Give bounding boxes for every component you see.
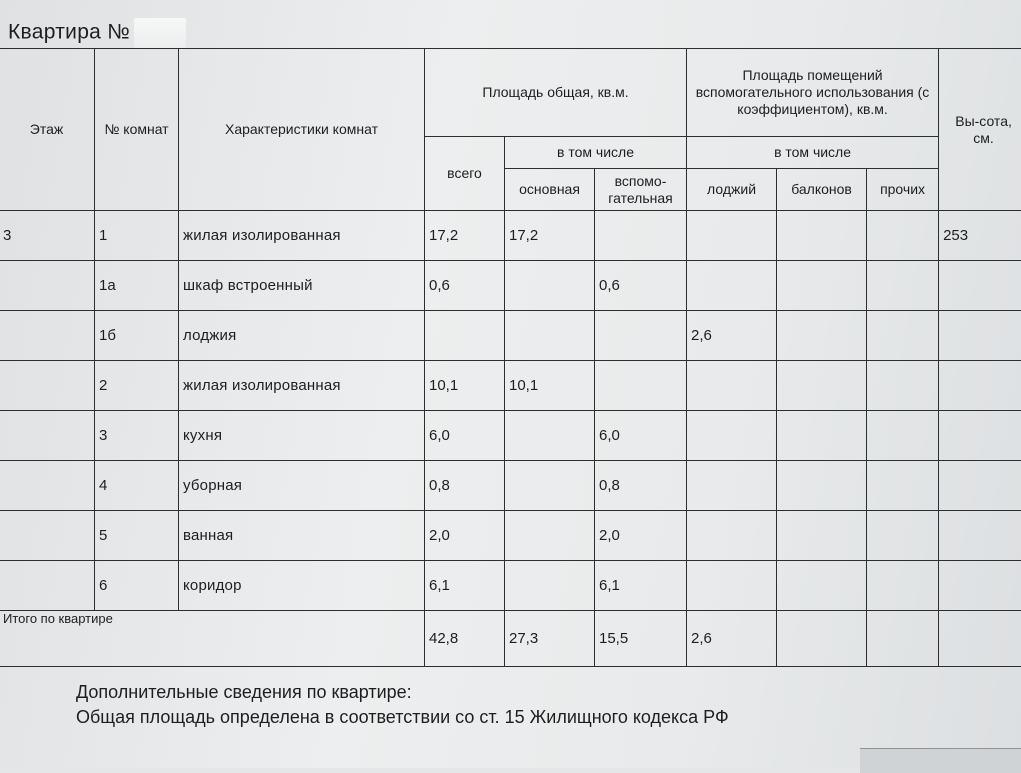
cell-total-area: 17,2 xyxy=(425,211,505,261)
cell-loggia-area xyxy=(687,361,777,411)
cell-main-area xyxy=(505,311,595,361)
cell-total-sum: 42,8 xyxy=(425,611,505,667)
cell-other-area xyxy=(867,511,939,561)
cell-other-area xyxy=(867,311,939,361)
cell-height xyxy=(939,511,1021,561)
cell-floor: 3 xyxy=(0,211,95,261)
cell-loggia-area xyxy=(687,461,777,511)
additional-notes xyxy=(76,680,729,730)
cell-floor xyxy=(0,311,95,361)
header-characteristics: Характеристики комнат xyxy=(179,49,425,211)
cell-total-area: 10,1 xyxy=(425,361,505,411)
cell-room-number: 4 xyxy=(95,461,179,511)
apartment-number-redacted xyxy=(134,18,186,48)
apartment-title xyxy=(8,18,186,48)
cell-loggia-area xyxy=(687,261,777,311)
cell-characteristic: ванная xyxy=(179,511,425,561)
cell-characteristic: жилая изолированная xyxy=(179,211,425,261)
cell-floor xyxy=(0,561,95,611)
notes-line-2: Общая площадь определена в соответствии со ст. 15 Жилищного кодекса РФ xyxy=(76,707,729,727)
cell-main-area xyxy=(505,261,595,311)
cell-balcony-area xyxy=(777,511,867,561)
cell-room-number: 1б xyxy=(95,311,179,361)
cell-aux-area: 0,6 xyxy=(595,261,687,311)
header-including-main: в том числе xyxy=(505,137,687,169)
cell-characteristic: кухня xyxy=(179,411,425,461)
cell-room-number: 3 xyxy=(95,411,179,461)
cell-balcony-area xyxy=(777,561,867,611)
header-main: основная xyxy=(505,169,595,211)
cell-aux-area xyxy=(595,311,687,361)
header-floor: Этаж xyxy=(0,49,95,211)
header-aux-area: Площадь помещений вспомогательного использования (с коэффициентом), кв.м. xyxy=(687,49,939,137)
table-header xyxy=(0,49,1021,211)
notes-line-1: Дополнительные сведения по квартире: xyxy=(76,682,412,702)
cell-balcony-area xyxy=(777,211,867,261)
cell-main-area xyxy=(505,561,595,611)
totals-row xyxy=(0,611,1021,667)
cell-main-area xyxy=(505,511,595,561)
totals-label: Итого по квартире xyxy=(0,611,425,667)
cell-balcony-area xyxy=(777,461,867,511)
cell-aux-area xyxy=(595,211,687,261)
cell-characteristic: жилая изолированная xyxy=(179,361,425,411)
cell-height: 253 xyxy=(939,211,1021,261)
table-row xyxy=(0,561,1021,611)
cell-room-number: 5 xyxy=(95,511,179,561)
cell-height xyxy=(939,461,1021,511)
cell-total-area: 0,6 xyxy=(425,261,505,311)
cell-aux-area: 6,0 xyxy=(595,411,687,461)
cell-loggia-area xyxy=(687,211,777,261)
cell-other-area xyxy=(867,411,939,461)
cell-other-area xyxy=(867,211,939,261)
cell-main-area xyxy=(505,461,595,511)
cell-characteristic: уборная xyxy=(179,461,425,511)
cell-main-area: 10,1 xyxy=(505,361,595,411)
cell-floor xyxy=(0,511,95,561)
table-row xyxy=(0,261,1021,311)
cell-main-sum: 27,3 xyxy=(505,611,595,667)
header-balconies: балконов xyxy=(777,169,867,211)
cell-characteristic: лоджия xyxy=(179,311,425,361)
cell-loggia-area xyxy=(687,511,777,561)
table-row xyxy=(0,511,1021,561)
cell-floor xyxy=(0,361,95,411)
cell-main-area: 17,2 xyxy=(505,211,595,261)
cell-balcony-area xyxy=(777,411,867,461)
cell-height xyxy=(939,561,1021,611)
cell-room-number: 1а xyxy=(95,261,179,311)
cell-characteristic: коридор xyxy=(179,561,425,611)
cell-aux-area: 2,0 xyxy=(595,511,687,561)
cell-aux-area: 6,1 xyxy=(595,561,687,611)
header-other: прочих xyxy=(867,169,939,211)
cell-height xyxy=(939,411,1021,461)
cell-height-sum xyxy=(939,611,1021,667)
header-loggias: лоджий xyxy=(687,169,777,211)
cell-room-number: 6 xyxy=(95,561,179,611)
header-height: Вы-сота, см. xyxy=(939,49,1021,211)
cell-main-area xyxy=(505,411,595,461)
table-body xyxy=(0,211,1021,667)
table-row xyxy=(0,411,1021,461)
apartment-title-label: Квартира № xyxy=(8,20,131,44)
cell-total-area: 2,0 xyxy=(425,511,505,561)
cell-total-area: 6,1 xyxy=(425,561,505,611)
cell-loggia-area xyxy=(687,411,777,461)
header-including-aux: в том числе xyxy=(687,137,939,169)
cell-other-area xyxy=(867,261,939,311)
cell-loggia-area xyxy=(687,561,777,611)
cell-height xyxy=(939,361,1021,411)
cell-other-area xyxy=(867,361,939,411)
cell-aux-area xyxy=(595,361,687,411)
cell-room-number: 1 xyxy=(95,211,179,261)
cell-height xyxy=(939,261,1021,311)
cell-floor xyxy=(0,461,95,511)
cell-balcony-area xyxy=(777,311,867,361)
cell-total-area: 0,8 xyxy=(425,461,505,511)
table-row xyxy=(0,211,1021,261)
header-total-all: всего xyxy=(425,137,505,211)
table-row xyxy=(0,461,1021,511)
cell-balcony-area xyxy=(777,361,867,411)
cell-balcony-area xyxy=(777,261,867,311)
header-total-area: Площадь общая, кв.м. xyxy=(425,49,687,137)
table-row xyxy=(0,361,1021,411)
cell-characteristic: шкаф встроенный xyxy=(179,261,425,311)
header-auxiliary: вспомо-гательная xyxy=(595,169,687,211)
cell-other-sum xyxy=(867,611,939,667)
cell-total-area xyxy=(425,311,505,361)
cell-aux-sum: 15,5 xyxy=(595,611,687,667)
cell-total-area: 6,0 xyxy=(425,411,505,461)
cell-floor xyxy=(0,261,95,311)
header-room-number: № комнат xyxy=(95,49,179,211)
cell-loggia-area: 2,6 xyxy=(687,311,777,361)
cell-height xyxy=(939,311,1021,361)
cell-loggia-sum: 2,6 xyxy=(687,611,777,667)
cell-other-area xyxy=(867,561,939,611)
table-row xyxy=(0,311,1021,361)
cell-other-area xyxy=(867,461,939,511)
cell-balcony-sum xyxy=(777,611,867,667)
stamp-edge xyxy=(860,748,1021,773)
cell-floor xyxy=(0,411,95,461)
cell-room-number: 2 xyxy=(95,361,179,411)
room-area-table xyxy=(0,48,1021,667)
cell-aux-area: 0,8 xyxy=(595,461,687,511)
